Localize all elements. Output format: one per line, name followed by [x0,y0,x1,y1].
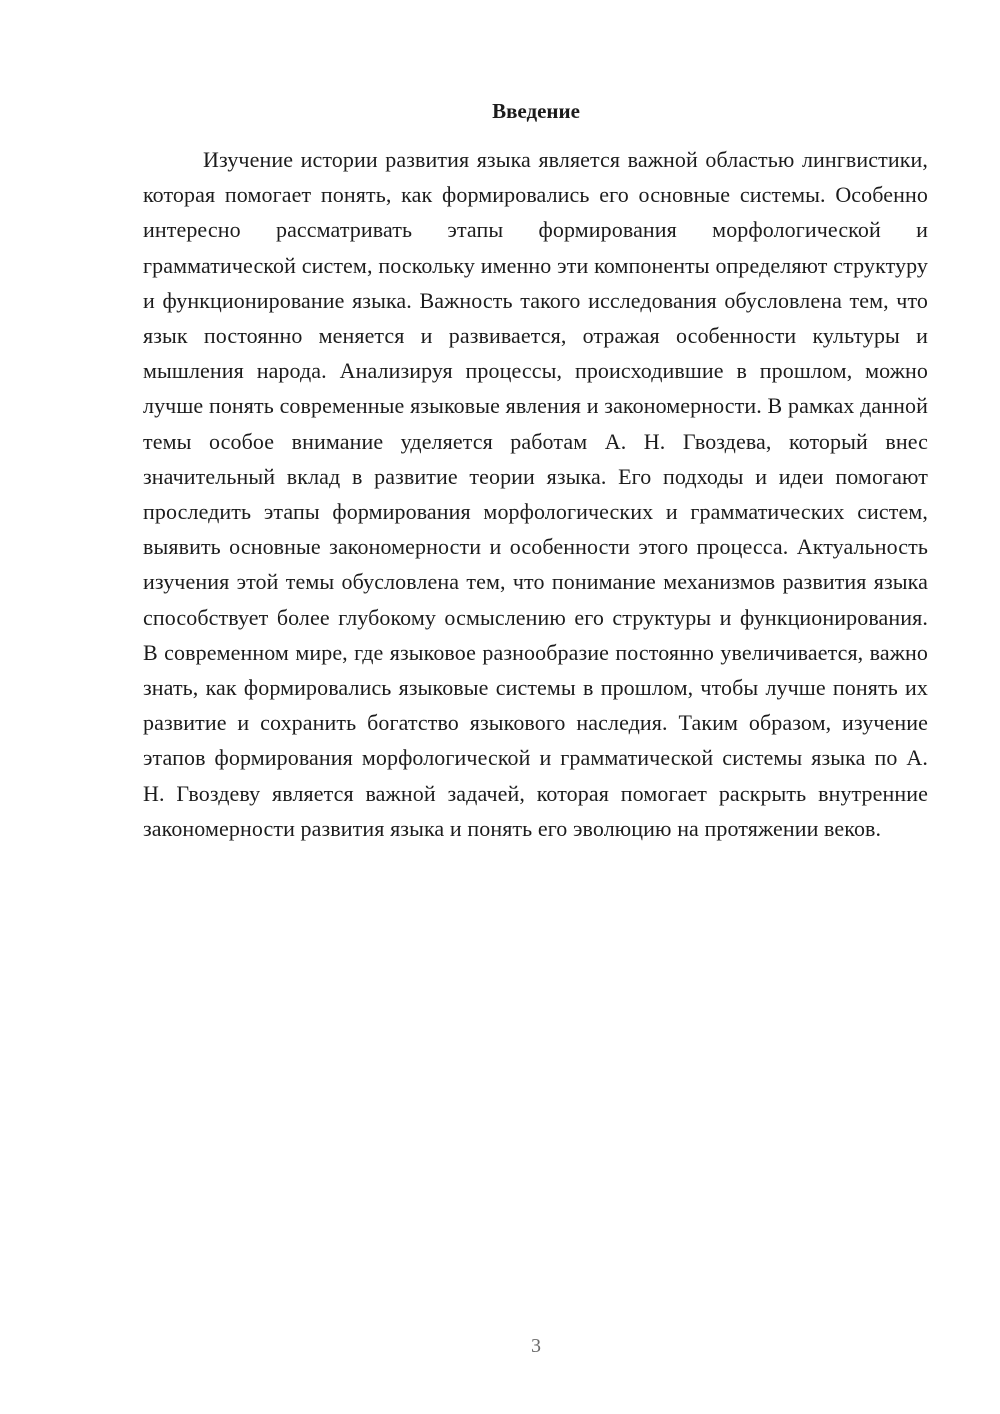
section-heading: Введение [492,99,580,123]
page-number: 3 [531,1335,541,1357]
body-paragraph: Изучение истории развития языка является важной областью лингвистики, которая помогает понять, как формировались его основные системы. Особенно интересно рассматривать этапы формирования морфологической и грамматической систем, поскольку именно эти компоненты определяют структуру и функционирование языка. Важность такого исследования обусловлена тем, что язык постоянно меняется и развивается, отражая особенности культуры и мышления народа. Анализируя процессы, происходившие в прошлом, можно лучше понять современные языковые явления и закономерности. В рамках данной темы особое внимание уделяется работам А. Н. Гвоздева, который внес значительный вклад в развитие теории языка. Его подходы и идеи помогают проследить этапы формирования морфологических и грамматических систем, выявить основные закономерности и особенности этого процесса. Актуальность изучения этой темы обусловлена тем, что понимание механизмов развития языка способствует более глубокому осмыслению его структуры и функционирования. В современном мире, где языковое разнообразие постоянно увеличивается, важно знать, как формировались языковые системы в прошлом, чтобы лучше понять их развитие и сохранить богатство языкового наследия. Таким образом, изучение этапов формирования морфологической и грамматической системы языка по А. Н. Гвоздеву является важной задачей, которая помогает раскрыть внутренние закономерности развития языка и понять его эволюцию на протяжении веков. [143,147,928,841]
